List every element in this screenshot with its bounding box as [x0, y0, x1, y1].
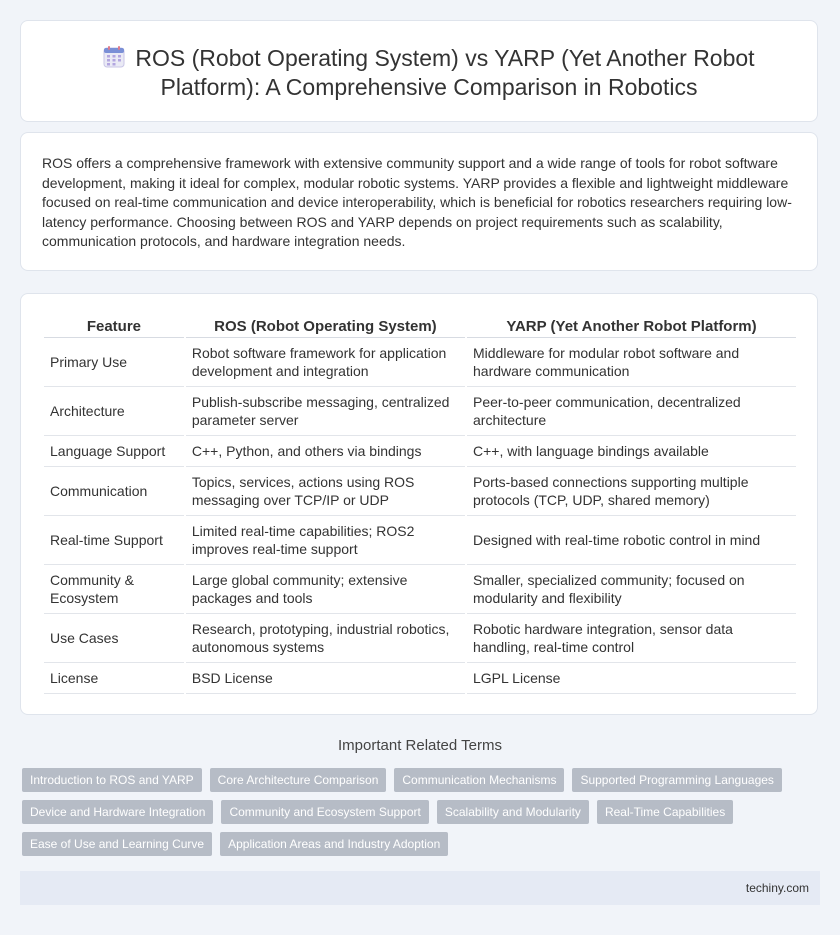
tag-core-architecture[interactable]: Core Architecture Comparison [210, 768, 387, 792]
row-ros: Large global community; extensive packages and tools [186, 565, 465, 614]
row-ros: Publish-subscribe messaging, centralized parameter server [186, 387, 465, 436]
header-yarp: YARP (Yet Another Robot Platform) [467, 316, 796, 338]
table-row [44, 436, 796, 467]
row-feature: Community & Ecosystem [44, 565, 184, 614]
row-ros: Robot software framework for application development and integration [186, 338, 465, 387]
table-header-row [44, 316, 796, 338]
tag-real-time[interactable]: Real-Time Capabilities [597, 800, 733, 824]
row-feature: License [44, 663, 184, 694]
calendar-icon [103, 46, 125, 68]
summary-text: ROS offers a comprehensive framework with extensive community support and a wide range of tools for robot software development, making it ideal for complex, modular robotic systems. YARP provides a flexible and lightweight middleware focused on real-time communication and device interoperability, which is beneficial for robotics researchers requiring low-latency performance. Choosing between ROS and YARP depends on project requirements such as scalability, communication protocols, and hardware integration needs. [42, 155, 792, 250]
tag-communication-mechanisms[interactable]: Communication Mechanisms [394, 768, 564, 792]
row-yarp: Middleware for modular robot software and hardware communication [467, 338, 796, 387]
comparison-table [42, 316, 798, 694]
row-yarp: Ports-based connections supporting multiple protocols (TCP, UDP, shared memory) [467, 467, 796, 516]
row-ros: Topics, services, actions using ROS messaging over TCP/IP or UDP [186, 467, 465, 516]
page-title-row [81, 44, 777, 102]
table-row [44, 614, 796, 663]
row-ros: Limited real-time capabilities; ROS2 improves real-time support [186, 516, 465, 565]
table-row [44, 565, 796, 614]
row-feature: Architecture [44, 387, 184, 436]
row-yarp: LGPL License [467, 663, 796, 694]
table-row [44, 663, 796, 694]
tag-programming-languages[interactable]: Supported Programming Languages [572, 768, 781, 792]
table-row [44, 387, 796, 436]
tag-scalability-modularity[interactable]: Scalability and Modularity [437, 800, 589, 824]
tag-community-ecosystem[interactable]: Community and Ecosystem Support [221, 800, 428, 824]
footer [20, 871, 820, 905]
page-title: ROS (Robot Operating System) vs YARP (Yet Another Robot Platform): A Comprehensive Comparison in Robotics [135, 45, 755, 100]
row-yarp: Peer-to-peer communication, decentralized architecture [467, 387, 796, 436]
row-ros: Research, prototyping, industrial robotics, autonomous systems [186, 614, 465, 663]
header-ros: ROS (Robot Operating System) [186, 316, 465, 338]
related-terms-heading: Important Related Terms [338, 737, 502, 754]
row-feature: Communication [44, 467, 184, 516]
row-yarp: Designed with real-time robotic control in mind [467, 516, 796, 565]
tag-application-areas[interactable]: Application Areas and Industry Adoption [220, 832, 448, 856]
row-feature: Language Support [44, 436, 184, 467]
footer-site[interactable]: techiny.com [745, 881, 809, 895]
header-feature: Feature [44, 316, 184, 338]
row-yarp: Smaller, specialized community; focused on modularity and flexibility [467, 565, 796, 614]
row-ros: C++, Python, and others via bindings [186, 436, 465, 467]
summary-card [20, 132, 818, 271]
table-row [44, 516, 796, 565]
row-feature: Use Cases [44, 614, 184, 663]
row-ros: BSD License [186, 663, 465, 694]
title-card [20, 20, 818, 122]
row-feature: Primary Use [44, 338, 184, 387]
table-row [44, 338, 796, 387]
row-yarp: Robotic hardware integration, sensor data handling, real-time control [467, 614, 796, 663]
row-feature: Real-time Support [44, 516, 184, 565]
tag-introduction[interactable]: Introduction to ROS and YARP [22, 768, 202, 792]
table-row [44, 467, 796, 516]
tag-ease-of-use[interactable]: Ease of Use and Learning Curve [22, 832, 212, 856]
related-terms-tags [22, 768, 812, 856]
row-yarp: C++, with language bindings available [467, 436, 796, 467]
comparison-table-card [20, 293, 818, 715]
tag-hardware-integration[interactable]: Device and Hardware Integration [22, 800, 213, 824]
